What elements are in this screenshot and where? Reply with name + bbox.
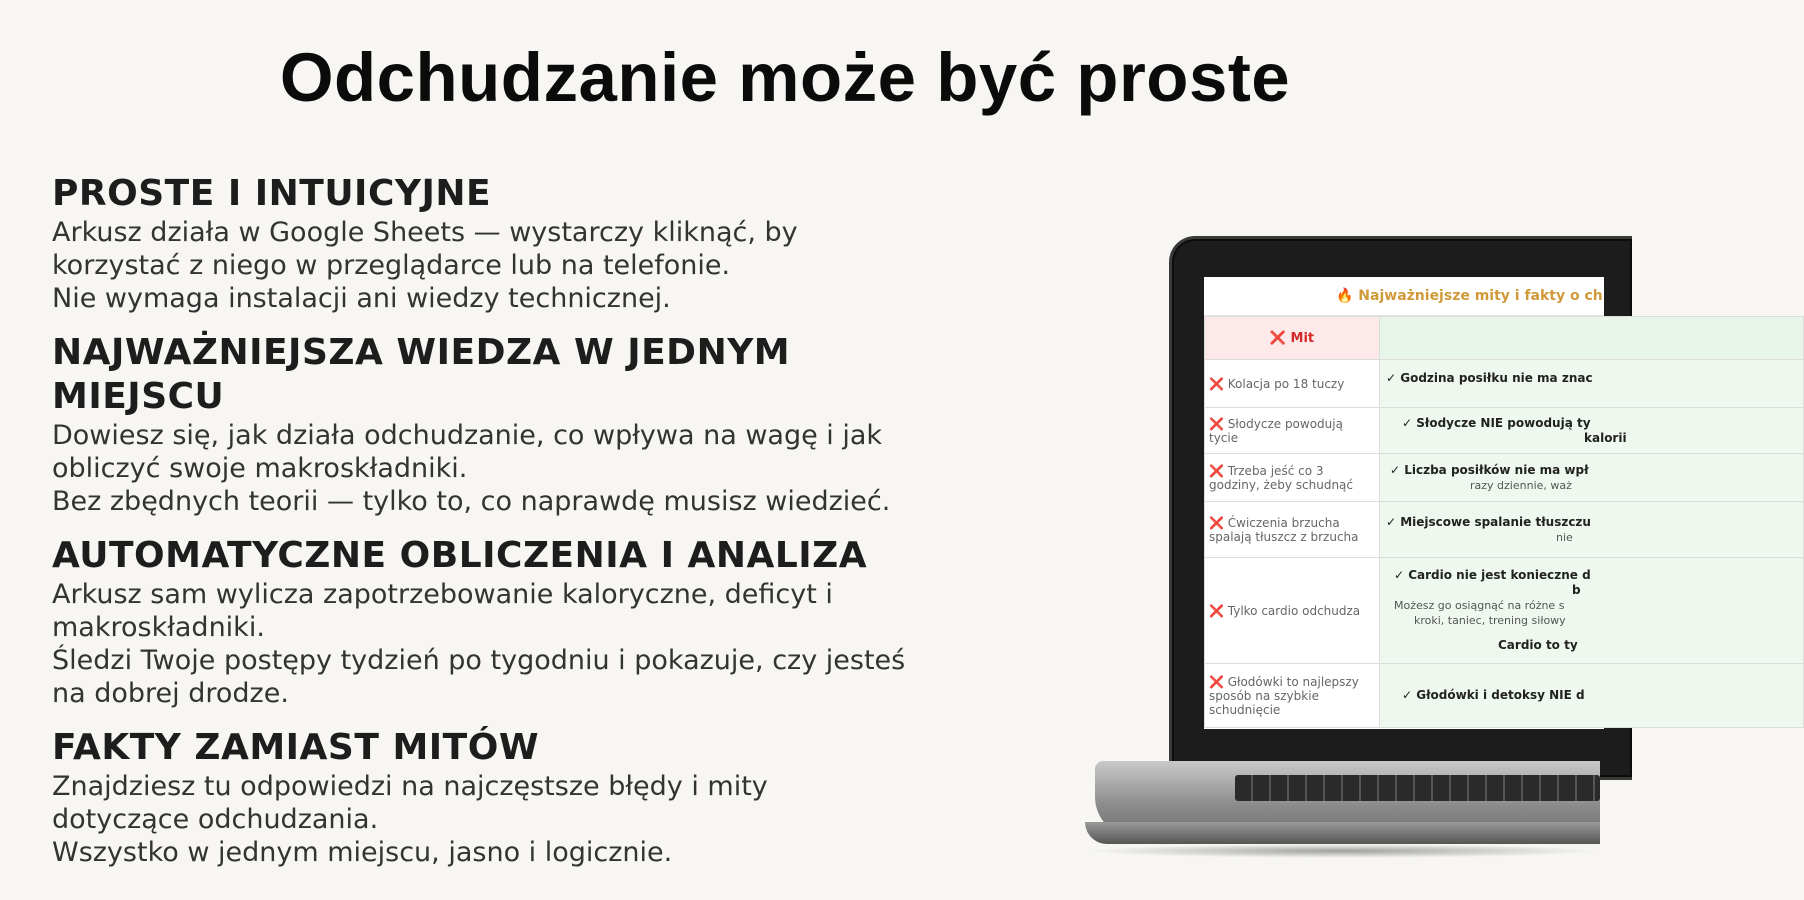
table-row — [1205, 664, 1804, 728]
feature-line: korzystać z niego w przeglądarce lub na telefonie. — [52, 250, 731, 281]
fact-text: ✓ Miejscowe spalanie tłuszczu — [1386, 514, 1591, 529]
feature-description — [52, 216, 972, 315]
myth-column-header: ❌ Mit — [1205, 317, 1380, 360]
sheet-title: 🔥 Najważniejsze mity i fakty o ch — [1204, 277, 1604, 316]
feature-section-knowledge — [52, 331, 972, 518]
fact-column-header — [1380, 317, 1804, 360]
fact-text: ✓ Cardio nie jest konieczne d — [1394, 568, 1591, 582]
feature-line: Dowiesz się, jak działa odchudzanie, co wpływa na wagę i jak — [52, 420, 883, 451]
fact-cell — [1380, 360, 1804, 408]
laptop-screen — [1204, 277, 1627, 729]
fact-text: ✓ Liczba posiłków nie ma wpł — [1390, 462, 1589, 477]
feature-description — [52, 419, 972, 518]
fact-cell — [1380, 454, 1804, 502]
laptop-keyboard — [1235, 775, 1600, 801]
feature-section-facts — [52, 726, 972, 869]
myth-cell: ❌ Słodycze powodują tycie — [1205, 408, 1380, 454]
fact-text-cont: Możesz go osiągnąć na różne s — [1394, 599, 1565, 612]
fact-text: ✓ Głodówki i detoksy NIE d — [1402, 688, 1585, 702]
myth-cell: ❌ Tylko cardio odchudza — [1205, 558, 1380, 664]
feature-section-simple — [52, 172, 972, 315]
table-row — [1205, 360, 1804, 408]
feature-line: Nie wymaga instalacji ani wiedzy technicznej. — [52, 283, 671, 314]
fact-cell — [1380, 664, 1804, 728]
laptop-shadow — [1085, 844, 1600, 858]
myth-cell: ❌ Głodówki to najlepszy sposób na szybkie schudnięcie — [1205, 664, 1380, 728]
table-row — [1205, 502, 1804, 558]
fact-cell — [1380, 502, 1804, 558]
laptop-mockup — [1085, 232, 1627, 872]
feature-line: makroskładniki. — [52, 612, 265, 643]
feature-heading: PROSTE I INTUICYJNE — [52, 173, 492, 214]
feature-line: Śledzi Twoje postępy tydzień po tygodniu i pokazuje, czy jesteś — [52, 645, 906, 676]
table-row — [1205, 454, 1804, 502]
laptop-base-front — [1085, 822, 1600, 844]
feature-description — [52, 578, 972, 710]
feature-line: Znajdziesz tu odpowiedzi na najczęstsze błędy i mity — [52, 771, 768, 802]
feature-heading: FAKTY ZAMIAST MITÓW — [52, 727, 540, 768]
feature-line: na dobrej drodze. — [52, 678, 289, 709]
feature-description — [52, 770, 972, 869]
fact-text-cont: razy dziennie, waż — [1470, 478, 1572, 492]
fact-text-cont: Cardio to ty — [1498, 638, 1578, 652]
fact-text-cont: kroki, taniec, trening siłowy — [1414, 614, 1566, 627]
fact-cell — [1380, 408, 1804, 454]
myth-cell: ❌ Ćwiczenia brzucha spalają tłuszcz z brzucha — [1205, 502, 1380, 558]
table-header-row — [1205, 317, 1804, 360]
myth-cell: ❌ Kolacja po 18 tuczy — [1205, 360, 1380, 408]
feature-line: Bez zbędnych teorii — tylko to, co naprawdę musisz wiedzieć. — [52, 486, 891, 517]
feature-line: obliczyć swoje makroskładniki. — [52, 453, 468, 484]
myths-facts-table — [1204, 316, 1804, 728]
table-row — [1205, 558, 1804, 664]
fact-text-cont: b — [1572, 583, 1581, 597]
myth-cell: ❌ Trzeba jeść co 3 godziny, żeby schudnąć — [1205, 454, 1380, 502]
feature-line: Wszystko w jednym miejscu, jasno i logicznie. — [52, 837, 673, 868]
fact-text: ✓ Słodycze NIE powodują ty — [1402, 415, 1591, 430]
fact-text-cont: kalorii — [1584, 430, 1627, 445]
feature-section-calculations — [52, 534, 972, 710]
feature-heading: AUTOMATYCZNE OBLICZENIA I ANALIZA — [52, 535, 868, 576]
fact-cell — [1380, 558, 1804, 664]
feature-line: dotyczące odchudzania. — [52, 804, 379, 835]
feature-heading: NAJWAŻNIEJSZA WIEDZA W JEDNYM MIEJSCU — [52, 332, 791, 417]
feature-list — [52, 172, 972, 885]
feature-line: Arkusz działa w Google Sheets — wystarczy kliknąć, by — [52, 217, 798, 248]
page-title: Odchudzanie może być proste — [279, 39, 1291, 116]
fact-text: ✓ Godzina posiłku nie ma znac — [1386, 371, 1593, 385]
table-row — [1205, 408, 1804, 454]
feature-line: Arkusz sam wylicza zapotrzebowanie kaloryczne, deficyt i — [52, 579, 833, 610]
fact-text-cont: nie — [1556, 530, 1573, 544]
